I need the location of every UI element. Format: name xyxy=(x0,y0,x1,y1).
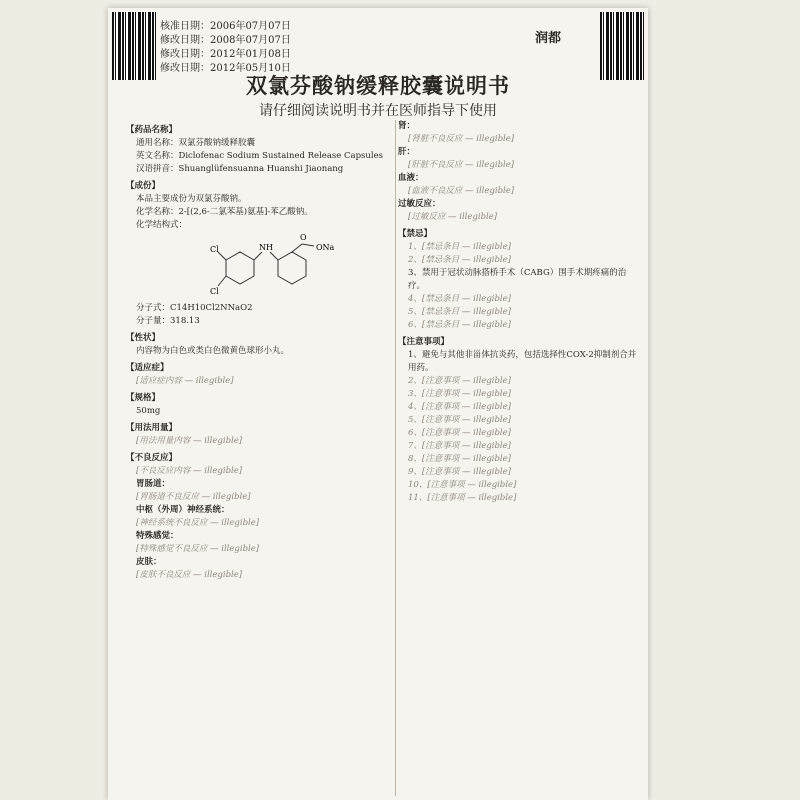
label-cl-top: Cl xyxy=(210,245,219,254)
contra-item: 2、[禁忌条目 — illegible] xyxy=(408,255,511,265)
subheading-blood: 血液： xyxy=(398,173,424,183)
section-heading-name: 【药品名称】 xyxy=(126,125,178,135)
approval-dates xyxy=(160,20,291,76)
section-heading-contraindications: 【禁忌】 xyxy=(398,229,433,239)
skin-text: [皮肤不良反应 — illegible] xyxy=(136,570,243,580)
liver-text: [肝脏不良反应 — illegible] xyxy=(408,160,515,170)
label-ona: ONa xyxy=(316,243,335,252)
name-line: 英文名称：Diclofenac Sodium Sustained Release Capsules xyxy=(136,151,383,161)
sense-text: [特殊感觉不良反应 — illegible] xyxy=(136,544,260,554)
note-item: 3、[注意事项 — illegible] xyxy=(408,389,511,399)
note-item: 11、[注意事项 — illegible] xyxy=(408,493,517,503)
note-item: 9、[注意事项 — illegible] xyxy=(408,467,511,477)
section-heading-composition: 【成份】 xyxy=(126,181,161,191)
kidney-text: [肾脏不良反应 — illegible] xyxy=(408,134,515,144)
date-line: 修改日期：2012年01月08日 xyxy=(160,49,291,60)
note-item: 6、[注意事项 — illegible] xyxy=(408,428,511,438)
note-item: 7、[注意事项 — illegible] xyxy=(408,441,511,451)
contra-item: 1、[禁忌条目 — illegible] xyxy=(408,242,511,252)
left-column xyxy=(126,120,392,582)
formula-line: 分子量：318.13 xyxy=(136,316,200,326)
subheading-cns: 中枢（外周）神经系统： xyxy=(136,505,230,515)
cns-text: [神经系统不良反应 — illegible] xyxy=(136,518,260,528)
label-nh: NH xyxy=(259,243,273,252)
section-heading-indications: 【适应症】 xyxy=(126,363,169,373)
note-item: 5、[注意事项 — illegible] xyxy=(408,415,511,425)
spec-text: 50mg xyxy=(136,406,161,416)
note-item: 4、[注意事项 — illegible] xyxy=(408,402,511,412)
section-heading-precautions: 【注意事项】 xyxy=(398,337,450,347)
document-subtitle: 请仔细阅读说明书并在医师指导下使用 xyxy=(259,103,497,119)
name-line: 通用名称：双氯芬酸钠缓释胶囊 xyxy=(136,138,256,148)
section-heading-character: 【性状】 xyxy=(126,333,161,343)
section-heading-adverse: 【不良反应】 xyxy=(126,453,178,463)
name-line: 汉语拼音：Shuanglüfensuanna Huanshi Jiaonang xyxy=(136,164,344,174)
section-heading-spec: 【规格】 xyxy=(126,393,161,403)
note-item: 8、[注意事项 — illegible] xyxy=(408,454,511,464)
allergy-text: [过敏反应 — illegible] xyxy=(408,212,498,222)
date-line: 修改日期：2008年07月07日 xyxy=(160,35,291,46)
note-item: 1、避免与其他非甾体抗炎药，包括选择性COX-2抑制剂合并用药。 xyxy=(408,350,637,373)
section-heading-usage: 【用法用量】 xyxy=(126,423,178,433)
date-line: 修改日期：2012年05月10日 xyxy=(160,63,291,74)
composition-line: 本品主要成份为双氯芬酸钠。 xyxy=(136,194,247,204)
contra-item: 6、[禁忌条目 — illegible] xyxy=(408,320,511,330)
indications-text: [适应症内容 — illegible] xyxy=(136,376,234,386)
composition-line: 化学结构式： xyxy=(136,220,188,230)
subheading-kidney: 肾： xyxy=(398,121,416,131)
adverse-text: [不良反应内容 — illegible] xyxy=(136,466,243,476)
structure-diagram xyxy=(196,232,346,302)
contra-item: 4、[禁忌条目 — illegible] xyxy=(408,294,511,304)
label-o: O xyxy=(300,233,307,242)
brand-logo: 润都 xyxy=(535,31,562,46)
note-item: 2、[注意事项 — illegible] xyxy=(408,376,511,386)
formula-line: 分子式：C14H10Cl2NNaO2 xyxy=(136,303,253,313)
note-item: 10、[注意事项 — illegible] xyxy=(408,480,517,490)
usage-text: [用法用量内容 — illegible] xyxy=(136,436,243,446)
document-title: 双氯芬酸钠缓释胶囊说明书 xyxy=(246,74,510,98)
label-cl-bottom: Cl xyxy=(210,287,219,296)
right-column xyxy=(398,120,638,505)
chemical-structure xyxy=(126,232,392,302)
subheading-liver: 肝： xyxy=(398,147,416,157)
date-line: 核准日期：2006年07月07日 xyxy=(160,21,291,32)
subheading-gi: 胃肠道： xyxy=(136,479,171,489)
subheading-allergy: 过敏反应： xyxy=(398,199,441,209)
column-divider xyxy=(395,120,396,796)
contra-item: 3、禁用于冠状动脉搭桥手术（CABG）围手术期疼痛的治疗。 xyxy=(408,268,627,291)
gi-text: [胃肠道不良反应 — illegible] xyxy=(136,492,251,502)
contra-item: 5、[禁忌条目 — illegible] xyxy=(408,307,511,317)
subheading-skin: 皮肤： xyxy=(136,557,162,567)
instruction-sheet xyxy=(108,8,648,800)
subheading-sense: 特殊感觉： xyxy=(136,531,179,541)
composition-line: 化学名称：2-[(2,6-二氯苯基)氨基]-苯乙酸钠。 xyxy=(136,207,313,217)
blood-text: [血液不良反应 — illegible] xyxy=(408,186,515,196)
character-text: 内容物为白色或类白色微黄色球形小丸。 xyxy=(136,346,290,356)
